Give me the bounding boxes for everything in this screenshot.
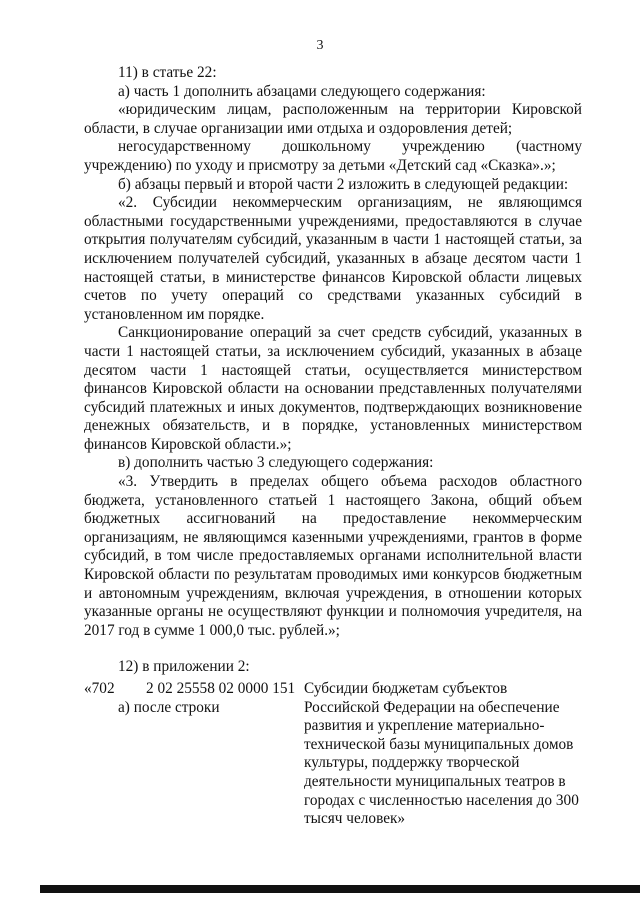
row-classification-code: 2 02 25558 02 0000 151 — [146, 680, 296, 697]
paragraph: а) часть 1 дополнить абзацами следующего содержания: — [118, 82, 486, 100]
paragraph: Санкционирование операций за счет средств субсидий, указанных в части 1 настоящей статьи, за исключением субсидий, указанных в абзаце десятом части 1 настоящей статьи, осуществляется министерством финансов Кировской области на основании представленных получателями субсидий платежных и иных документов, подтверждающих возникновение денежных обязательств, и в порядке, установленных министерством финансов Кировской области.»; — [84, 324, 582, 453]
paragraph: негосударственному дошкольному учреждению (частному учреждению) по уходу и присмотру за детьми «Детский сад «Сказка».»; — [84, 138, 582, 174]
paragraph: 11) в статье 22: — [118, 64, 217, 81]
document-body — [84, 64, 582, 718]
paragraph: а) после строки — [118, 699, 220, 716]
row-code: «702 — [84, 680, 115, 697]
paragraph: б) абзацы первый и второй части 2 изложить в следующей редакции: — [118, 175, 569, 193]
paragraph: «юридическим лицам, расположенным на территории Кировской области, в случае организации ими отдыха и оздоровления детей; — [84, 101, 582, 137]
paragraph: в) дополнить частью 3 следующего содержания: — [118, 454, 434, 472]
row-description: Субсидии бюджетам субъектов Российской Федерации на обеспечение развития и укрепление материально-технической базы муниципальных домов культуры, поддержку творческой деятельности муниципальных театров в городах с численностью населения до 300 тысяч человек» — [304, 680, 579, 828]
paragraph: 12) в приложении 2: — [118, 658, 250, 676]
paragraph: «3. Утвердить в пределах общего объема расходов областного бюджета, установленного статьей 1 настоящего Закона, общий объем бюджетных ассигнований на предоставление некоммерческим организациям, не являющимся казенными учреждениями, грантов в форме субсидий, в том числе предоставляемых органами исполнительной власти Кировской области по результатам проводимых ими конкурсов бюджетным и автономным учреждениям, включая учреждения, в отношении которых указанные органы не осуществляют функции и полномочия учредителя, на 2017 год в сумме 1 000,0 тыс. рублей.»; — [84, 473, 582, 639]
scan-edge-bar — [40, 885, 640, 893]
page-number: 3 — [316, 38, 324, 53]
paragraph: «2. Субсидии некоммерческим организациям, не являющимся областными государственными учреждениями, предоставляются в случае открытия получателям субсидий, указанным в части 1 настоящей статьи, за исключением получателей субсидий, указанных в абзаце десятом части 1 настоящей статьи, в министерстве финансов Кировской области лицевых счетов по учету операций со средствами указанных субсидий в установленном им порядке. — [84, 194, 582, 323]
